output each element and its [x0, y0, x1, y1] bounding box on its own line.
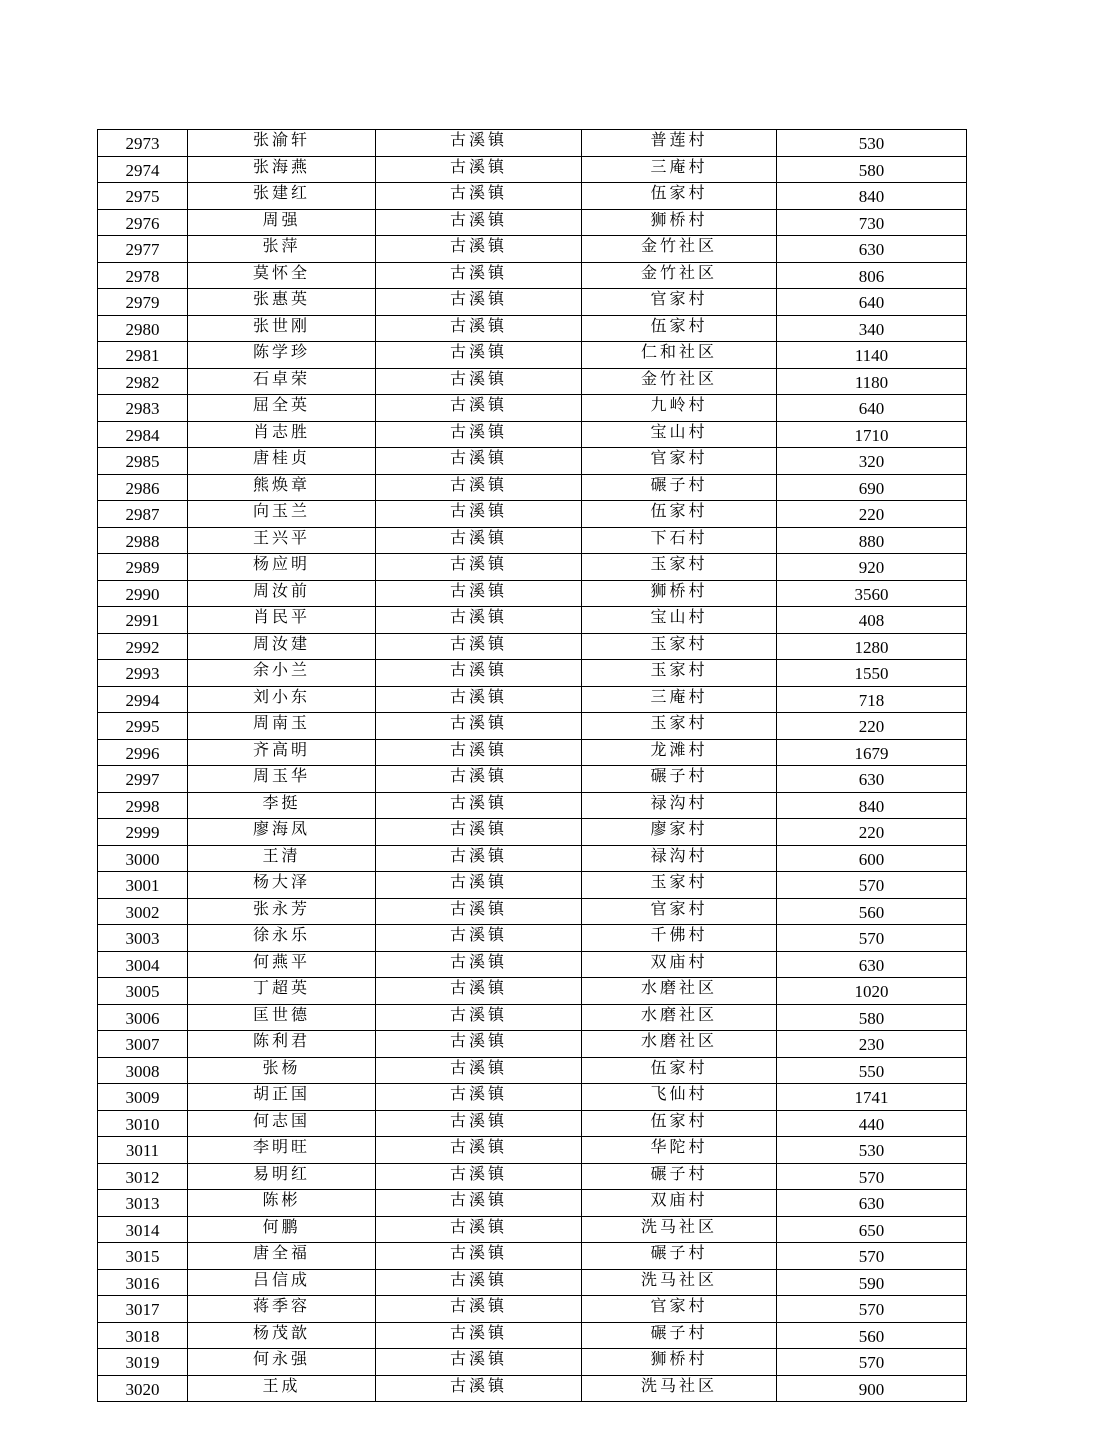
village-cell: 伍家村	[582, 1110, 777, 1137]
amount-cell: 730	[777, 209, 967, 236]
amount-cell: 600	[777, 845, 967, 872]
row-number-cell: 3000	[98, 845, 188, 872]
table-row	[98, 474, 967, 501]
name-cell: 廖海凤	[188, 819, 376, 846]
town-cell: 古溪镇	[376, 368, 582, 395]
row-number-cell: 2978	[98, 262, 188, 289]
town-cell: 古溪镇	[376, 474, 582, 501]
town-cell: 古溪镇	[376, 845, 582, 872]
amount-cell: 1280	[777, 633, 967, 660]
row-number-cell: 2992	[98, 633, 188, 660]
table-row	[98, 1137, 967, 1164]
name-cell: 张永芳	[188, 898, 376, 925]
table-row	[98, 1004, 967, 1031]
village-cell: 华陀村	[582, 1137, 777, 1164]
village-cell: 碾子村	[582, 474, 777, 501]
table-row	[98, 1243, 967, 1270]
table-row	[98, 501, 967, 528]
table-row	[98, 607, 967, 634]
name-cell: 刘小东	[188, 686, 376, 713]
name-cell: 周汝前	[188, 580, 376, 607]
village-cell: 水磨社区	[582, 1004, 777, 1031]
town-cell: 古溪镇	[376, 898, 582, 925]
row-number-cell: 2991	[98, 607, 188, 634]
row-number-cell: 3014	[98, 1216, 188, 1243]
amount-cell: 880	[777, 527, 967, 554]
row-number-cell: 2981	[98, 342, 188, 369]
town-cell: 古溪镇	[376, 686, 582, 713]
town-cell: 古溪镇	[376, 607, 582, 634]
table-row	[98, 1163, 967, 1190]
amount-cell: 630	[777, 951, 967, 978]
village-cell: 龙滩村	[582, 739, 777, 766]
town-cell: 古溪镇	[376, 289, 582, 316]
town-cell: 古溪镇	[376, 819, 582, 846]
name-cell: 王成	[188, 1375, 376, 1402]
row-number-cell: 2973	[98, 130, 188, 157]
table-row	[98, 1190, 967, 1217]
row-number-cell: 3001	[98, 872, 188, 899]
town-cell: 古溪镇	[376, 448, 582, 475]
town-cell: 古溪镇	[376, 1375, 582, 1402]
name-cell: 熊焕章	[188, 474, 376, 501]
town-cell: 古溪镇	[376, 792, 582, 819]
row-number-cell: 3002	[98, 898, 188, 925]
name-cell: 张海燕	[188, 156, 376, 183]
row-number-cell: 2996	[98, 739, 188, 766]
village-cell: 飞仙村	[582, 1084, 777, 1111]
name-cell: 唐全福	[188, 1243, 376, 1270]
village-cell: 玉家村	[582, 633, 777, 660]
row-number-cell: 2980	[98, 315, 188, 342]
village-cell: 宝山村	[582, 421, 777, 448]
row-number-cell: 3003	[98, 925, 188, 952]
name-cell: 王清	[188, 845, 376, 872]
table-row	[98, 1296, 967, 1323]
village-cell: 玉家村	[582, 872, 777, 899]
table-row	[98, 130, 967, 157]
amount-cell: 920	[777, 554, 967, 581]
table-row	[98, 713, 967, 740]
row-number-cell: 2999	[98, 819, 188, 846]
town-cell: 古溪镇	[376, 1216, 582, 1243]
amount-cell: 220	[777, 819, 967, 846]
name-cell: 屈全英	[188, 395, 376, 422]
amount-cell: 530	[777, 1137, 967, 1164]
amount-cell: 570	[777, 1296, 967, 1323]
town-cell: 古溪镇	[376, 925, 582, 952]
town-cell: 古溪镇	[376, 739, 582, 766]
village-cell: 水磨社区	[582, 978, 777, 1005]
table-row	[98, 1110, 967, 1137]
name-cell: 何志国	[188, 1110, 376, 1137]
name-cell: 徐永乐	[188, 925, 376, 952]
town-cell: 古溪镇	[376, 633, 582, 660]
town-cell: 古溪镇	[376, 951, 582, 978]
village-cell: 伍家村	[582, 1057, 777, 1084]
village-cell: 禄沟村	[582, 792, 777, 819]
village-cell: 玉家村	[582, 713, 777, 740]
village-cell: 碾子村	[582, 1322, 777, 1349]
amount-cell: 806	[777, 262, 967, 289]
name-cell: 肖志胜	[188, 421, 376, 448]
village-cell: 狮桥村	[582, 1349, 777, 1376]
table-row	[98, 395, 967, 422]
town-cell: 古溪镇	[376, 236, 582, 263]
table-row	[98, 1322, 967, 1349]
table-row	[98, 660, 967, 687]
records-table-body	[98, 130, 967, 1402]
row-number-cell: 2975	[98, 183, 188, 210]
name-cell: 余小兰	[188, 660, 376, 687]
table-row	[98, 1031, 967, 1058]
amount-cell: 220	[777, 713, 967, 740]
amount-cell: 570	[777, 872, 967, 899]
village-cell: 千佛村	[582, 925, 777, 952]
row-number-cell: 2985	[98, 448, 188, 475]
amount-cell: 1020	[777, 978, 967, 1005]
town-cell: 古溪镇	[376, 1269, 582, 1296]
amount-cell: 1550	[777, 660, 967, 687]
town-cell: 古溪镇	[376, 183, 582, 210]
row-number-cell: 3011	[98, 1137, 188, 1164]
name-cell: 莫怀全	[188, 262, 376, 289]
village-cell: 官家村	[582, 898, 777, 925]
row-number-cell: 2997	[98, 766, 188, 793]
row-number-cell: 3015	[98, 1243, 188, 1270]
name-cell: 张渝轩	[188, 130, 376, 157]
amount-cell: 570	[777, 1243, 967, 1270]
row-number-cell: 2998	[98, 792, 188, 819]
village-cell: 金竹社区	[582, 368, 777, 395]
amount-cell: 590	[777, 1269, 967, 1296]
name-cell: 李挺	[188, 792, 376, 819]
row-number-cell: 3012	[98, 1163, 188, 1190]
table-row	[98, 1269, 967, 1296]
name-cell: 陈彬	[188, 1190, 376, 1217]
town-cell: 古溪镇	[376, 130, 582, 157]
name-cell: 易明红	[188, 1163, 376, 1190]
table-row	[98, 872, 967, 899]
row-number-cell: 2983	[98, 395, 188, 422]
name-cell: 齐高明	[188, 739, 376, 766]
town-cell: 古溪镇	[376, 1004, 582, 1031]
amount-cell: 440	[777, 1110, 967, 1137]
name-cell: 石卓荣	[188, 368, 376, 395]
amount-cell: 320	[777, 448, 967, 475]
table-row	[98, 898, 967, 925]
village-cell: 三庵村	[582, 156, 777, 183]
table-row	[98, 580, 967, 607]
table-row	[98, 156, 967, 183]
amount-cell: 560	[777, 1322, 967, 1349]
row-number-cell: 2977	[98, 236, 188, 263]
amount-cell: 650	[777, 1216, 967, 1243]
row-number-cell: 3019	[98, 1349, 188, 1376]
amount-cell: 570	[777, 925, 967, 952]
amount-cell: 530	[777, 130, 967, 157]
name-cell: 杨大泽	[188, 872, 376, 899]
row-number-cell: 3007	[98, 1031, 188, 1058]
village-cell: 官家村	[582, 289, 777, 316]
name-cell: 张杨	[188, 1057, 376, 1084]
table-row	[98, 819, 967, 846]
table-row	[98, 289, 967, 316]
table-row	[98, 1057, 967, 1084]
village-cell: 三庵村	[582, 686, 777, 713]
row-number-cell: 3004	[98, 951, 188, 978]
amount-cell: 630	[777, 1190, 967, 1217]
village-cell: 水磨社区	[582, 1031, 777, 1058]
town-cell: 古溪镇	[376, 1163, 582, 1190]
amount-cell: 570	[777, 1349, 967, 1376]
row-number-cell: 3016	[98, 1269, 188, 1296]
row-number-cell: 3009	[98, 1084, 188, 1111]
village-cell: 伍家村	[582, 315, 777, 342]
village-cell: 玉家村	[582, 660, 777, 687]
town-cell: 古溪镇	[376, 421, 582, 448]
village-cell: 狮桥村	[582, 209, 777, 236]
village-cell: 廖家村	[582, 819, 777, 846]
table-row	[98, 209, 967, 236]
town-cell: 古溪镇	[376, 1084, 582, 1111]
amount-cell: 1140	[777, 342, 967, 369]
town-cell: 古溪镇	[376, 580, 582, 607]
name-cell: 王兴平	[188, 527, 376, 554]
amount-cell: 550	[777, 1057, 967, 1084]
town-cell: 古溪镇	[376, 554, 582, 581]
town-cell: 古溪镇	[376, 501, 582, 528]
amount-cell: 570	[777, 1163, 967, 1190]
name-cell: 周汝建	[188, 633, 376, 660]
table-row	[98, 951, 967, 978]
town-cell: 古溪镇	[376, 262, 582, 289]
village-cell: 下石村	[582, 527, 777, 554]
village-cell: 双庙村	[582, 1190, 777, 1217]
village-cell: 仁和社区	[582, 342, 777, 369]
name-cell: 胡正国	[188, 1084, 376, 1111]
table-row	[98, 342, 967, 369]
table-row	[98, 527, 967, 554]
town-cell: 古溪镇	[376, 660, 582, 687]
town-cell: 古溪镇	[376, 395, 582, 422]
name-cell: 何鹏	[188, 1216, 376, 1243]
table-row	[98, 554, 967, 581]
records-table	[97, 129, 967, 1402]
amount-cell: 1741	[777, 1084, 967, 1111]
village-cell: 碾子村	[582, 1243, 777, 1270]
table-row	[98, 183, 967, 210]
village-cell: 九岭村	[582, 395, 777, 422]
table-row	[98, 739, 967, 766]
name-cell: 陈利君	[188, 1031, 376, 1058]
village-cell: 宝山村	[582, 607, 777, 634]
table-row	[98, 925, 967, 952]
village-cell: 碾子村	[582, 1163, 777, 1190]
table-row	[98, 236, 967, 263]
row-number-cell: 3018	[98, 1322, 188, 1349]
row-number-cell: 3010	[98, 1110, 188, 1137]
amount-cell: 630	[777, 766, 967, 793]
table-row	[98, 845, 967, 872]
amount-cell: 580	[777, 1004, 967, 1031]
row-number-cell: 2974	[98, 156, 188, 183]
table-row	[98, 315, 967, 342]
village-cell: 双庙村	[582, 951, 777, 978]
row-number-cell: 2984	[98, 421, 188, 448]
name-cell: 张世刚	[188, 315, 376, 342]
name-cell: 陈学珍	[188, 342, 376, 369]
amount-cell: 840	[777, 792, 967, 819]
row-number-cell: 2988	[98, 527, 188, 554]
row-number-cell: 2987	[98, 501, 188, 528]
row-number-cell: 2986	[98, 474, 188, 501]
name-cell: 匡世德	[188, 1004, 376, 1031]
name-cell: 张建红	[188, 183, 376, 210]
village-cell: 碾子村	[582, 766, 777, 793]
name-cell: 杨应明	[188, 554, 376, 581]
amount-cell: 1679	[777, 739, 967, 766]
name-cell: 周玉华	[188, 766, 376, 793]
row-number-cell: 2979	[98, 289, 188, 316]
amount-cell: 640	[777, 289, 967, 316]
row-number-cell: 2990	[98, 580, 188, 607]
name-cell: 丁超英	[188, 978, 376, 1005]
table-row	[98, 633, 967, 660]
town-cell: 古溪镇	[376, 1243, 582, 1270]
amount-cell: 900	[777, 1375, 967, 1402]
table-row	[98, 421, 967, 448]
village-cell: 伍家村	[582, 501, 777, 528]
amount-cell: 1180	[777, 368, 967, 395]
village-cell: 洗马社区	[582, 1216, 777, 1243]
amount-cell: 640	[777, 395, 967, 422]
amount-cell: 340	[777, 315, 967, 342]
table-row	[98, 792, 967, 819]
row-number-cell: 2994	[98, 686, 188, 713]
name-cell: 张惠英	[188, 289, 376, 316]
town-cell: 古溪镇	[376, 872, 582, 899]
table-row	[98, 262, 967, 289]
name-cell: 向玉兰	[188, 501, 376, 528]
town-cell: 古溪镇	[376, 315, 582, 342]
name-cell: 肖民平	[188, 607, 376, 634]
village-cell: 玉家村	[582, 554, 777, 581]
amount-cell: 408	[777, 607, 967, 634]
name-cell: 何永强	[188, 1349, 376, 1376]
row-number-cell: 2995	[98, 713, 188, 740]
row-number-cell: 3013	[98, 1190, 188, 1217]
town-cell: 古溪镇	[376, 1349, 582, 1376]
amount-cell: 690	[777, 474, 967, 501]
row-number-cell: 2989	[98, 554, 188, 581]
amount-cell: 3560	[777, 580, 967, 607]
town-cell: 古溪镇	[376, 156, 582, 183]
town-cell: 古溪镇	[376, 1322, 582, 1349]
town-cell: 古溪镇	[376, 1031, 582, 1058]
name-cell: 李明旺	[188, 1137, 376, 1164]
town-cell: 古溪镇	[376, 209, 582, 236]
name-cell: 何燕平	[188, 951, 376, 978]
row-number-cell: 3020	[98, 1375, 188, 1402]
amount-cell: 718	[777, 686, 967, 713]
name-cell: 蒋季容	[188, 1296, 376, 1323]
amount-cell: 230	[777, 1031, 967, 1058]
village-cell: 禄沟村	[582, 845, 777, 872]
row-number-cell: 2993	[98, 660, 188, 687]
amount-cell: 630	[777, 236, 967, 263]
village-cell: 洗马社区	[582, 1375, 777, 1402]
table-row	[98, 1216, 967, 1243]
row-number-cell: 3006	[98, 1004, 188, 1031]
village-cell: 伍家村	[582, 183, 777, 210]
name-cell: 唐桂贞	[188, 448, 376, 475]
table-row	[98, 368, 967, 395]
name-cell: 吕信成	[188, 1269, 376, 1296]
table-row	[98, 766, 967, 793]
town-cell: 古溪镇	[376, 713, 582, 740]
town-cell: 古溪镇	[376, 1190, 582, 1217]
name-cell: 杨茂歆	[188, 1322, 376, 1349]
village-cell: 官家村	[582, 448, 777, 475]
town-cell: 古溪镇	[376, 527, 582, 554]
table-row	[98, 448, 967, 475]
name-cell: 周南玉	[188, 713, 376, 740]
table-row	[98, 978, 967, 1005]
town-cell: 古溪镇	[376, 342, 582, 369]
village-cell: 金竹社区	[582, 236, 777, 263]
village-cell: 普莲村	[582, 130, 777, 157]
table-row	[98, 1084, 967, 1111]
table-row	[98, 686, 967, 713]
village-cell: 官家村	[582, 1296, 777, 1323]
town-cell: 古溪镇	[376, 1137, 582, 1164]
amount-cell: 220	[777, 501, 967, 528]
town-cell: 古溪镇	[376, 978, 582, 1005]
row-number-cell: 3008	[98, 1057, 188, 1084]
amount-cell: 580	[777, 156, 967, 183]
town-cell: 古溪镇	[376, 1296, 582, 1323]
row-number-cell: 3005	[98, 978, 188, 1005]
town-cell: 古溪镇	[376, 1110, 582, 1137]
village-cell: 狮桥村	[582, 580, 777, 607]
village-cell: 金竹社区	[582, 262, 777, 289]
row-number-cell: 2976	[98, 209, 188, 236]
amount-cell: 560	[777, 898, 967, 925]
table-row	[98, 1349, 967, 1376]
town-cell: 古溪镇	[376, 1057, 582, 1084]
amount-cell: 1710	[777, 421, 967, 448]
row-number-cell: 2982	[98, 368, 188, 395]
amount-cell: 840	[777, 183, 967, 210]
town-cell: 古溪镇	[376, 766, 582, 793]
row-number-cell: 3017	[98, 1296, 188, 1323]
village-cell: 洗马社区	[582, 1269, 777, 1296]
name-cell: 周强	[188, 209, 376, 236]
table-row	[98, 1375, 967, 1402]
name-cell: 张萍	[188, 236, 376, 263]
